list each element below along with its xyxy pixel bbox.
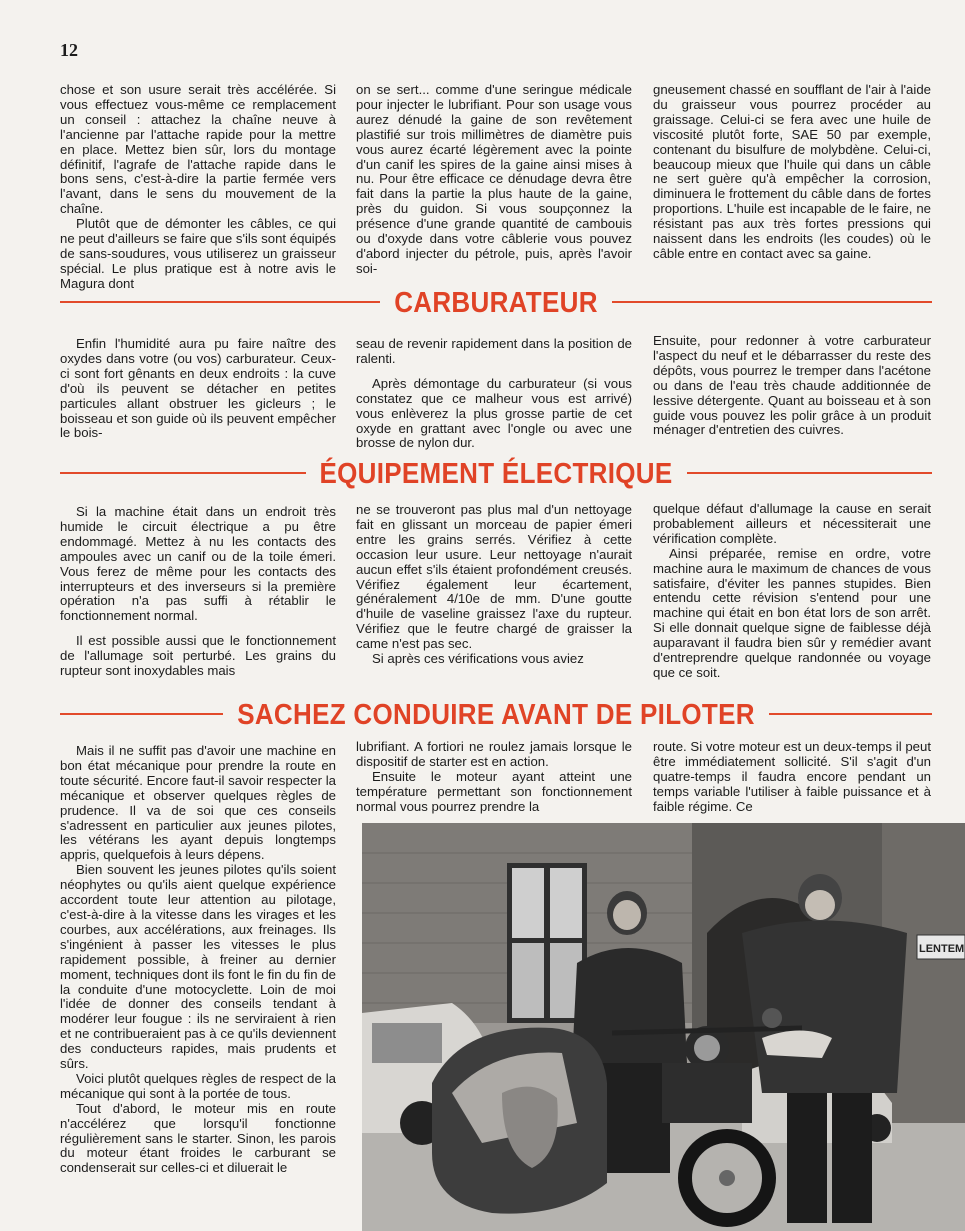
section3-col2: [356, 503, 632, 667]
paragraph: quelque défaut d'allumage la cause en serait probablement ailleurs et nécessiterait une vérification complète.: [653, 501, 931, 546]
section4-col2: [356, 740, 632, 815]
paragraph: Si après ces vérifications vous aviez: [372, 651, 584, 667]
paragraph: seau de revenir rapidement dans la position de ralenti.: [356, 336, 632, 366]
paragraph: chose et son usure serait très accélérée. Si vous effectuez vous-même ce remplacement un conseil : attachez la chaîne neuve à l'ancienne par l'attache rapide pour la mettre en place. Mettez bien sûr, lors du montage définitif, l'agrafe de l'attache rapide dans le bons sens, c'est-à-dire la partie fermée vers l'avant, dans le sens du mouvement de la chaîne.: [60, 82, 336, 217]
section3-col3: [653, 502, 931, 681]
paragraph: lubrifiant. A fortiori ne roulez jamais lorsque le dispositif de starter est en action.: [356, 739, 632, 769]
paragraph: gneusement chassé en soufflant de l'air à l'aide du graisseur vous pourrez procéder au graissage. Celui-ci se fera avec une huile de viscosité plutôt forte, SAE 50 par exemple, contenant du bisulfure de molybdène. Celui-ci, beaucoup mieux que l'huile qui dans un câble ne sert guère qu'à empêcher la corrosion, diminuera le frottement du câble dans de fortes proportions. L'huile est incapable de le faire, ne résistant pas aux très fortes pressions qui naissent dans les endroits (les coudes) où le câble entre en contact avec sa gaine.: [653, 82, 931, 261]
heading-rule-left: [60, 301, 380, 303]
paragraph: route. Si votre moteur est un deux-temps il peut être immédiatement sollicité. S'il s'agit d'un quatre-temps il faudra encore pendant un temps variable l'utiliser à faible puissance et à faible régime. Ce: [653, 739, 931, 814]
heading-rule-left: [60, 472, 306, 474]
section-title: CARBURATEUR: [394, 284, 598, 319]
paragraph: Ensuite, pour redonner à votre carburateur l'aspect du neuf et le débarrasser du reste des dépôts, vous pourrez le tremper dans l'acétone ou dans de l'eau très chaude additionnée de lessive détergente. Quant au boisseau et à son guide vous pouvez les polir grâce à un produit ménager d'entretien des cuivres.: [653, 333, 931, 438]
section1-col1: [60, 83, 336, 292]
paragraph: Tout d'abord, le moteur mis en route n'accélérez que lorsqu'il fonctionne régulièrement sans le starter. Sinon, les parois du moteur étant froides le carburant se condenserait sur celles-ci et diluerait le: [60, 1100, 336, 1176]
motorcycle-sidecar-photo: [362, 823, 965, 1231]
section2-col2: [356, 337, 632, 451]
paragraph: Si la machine était dans un endroit très humide le circuit électrique a pu être endommagé. Mettez à nu les contacts des ampoules avec un canif ou de la toile émeri. Vous ferez de même pour les contacts des interrupteurs et des inverseurs si la première opération n'a pas suffi à rétablir le fonctionnement normal.: [60, 504, 336, 624]
paragraph: Enfin l'humidité aura pu faire naître des oxydes dans votre (ou vos) carburateur. Ceux-ci sont fort gênants en deux endroits : la cuve d'où ils peuvent se détacher en petites particules allant obstruer les gicleurs ; le boisseau et son guide où ils peuvent empêcher le bois-: [60, 336, 336, 441]
heading-rule-right: [769, 713, 932, 715]
heading-sachez-conduire: [60, 697, 932, 731]
paragraph: Ensuite le moteur ayant atteint une température permettant son fonctionnement normal vous pourrez prendre la: [356, 768, 632, 814]
section-title: SACHEZ CONDUIRE AVANT DE PILOTER: [237, 696, 755, 731]
paragraph: Mais il ne suffit pas d'avoir une machine en bon état mécanique pour prendre la route en toute sécurité. Encore faut-il savoir respecter la mécanique et observer quelques règles de prudence. Il va de soi que ces conseils s'adressent en particulier aux jeunes pilotes, les vétérans les ayant depuis longtemps appris, quelquefois à leurs dépens.: [60, 743, 336, 863]
heading-carburateur: [60, 285, 932, 319]
paragraph: Voici plutôt quelques règles de respect de la mécanique qui sont à la portée de tous.: [60, 1070, 336, 1101]
paragraph: ne se trouveront pas plus mal d'un nettoyage fait en glissant un morceau de papier émeri entre les grains serrés. Vérifiez à cette occasion leur usure. Leur nettoyage n'aurait aucun effet s'ils étaient profondément creusés. Vérifiez également leur écartement, généralement 4/10e de mm. D'une goutte d'huile de vaseline graissez l'axe du rupteur. Vérifiez que le feutre chargé de graisser la came n'est pas sec.: [356, 502, 632, 652]
paragraph: on se sert... comme d'une seringue médicale pour injecter le lubrifiant. Pour son usage vous aurez dénudé la gaine de son revêtement plastifié sur trois millimètres de diamètre puis vous aurez écarté légèrement avec la pointe d'un canif les spires de la gaine ainsi mises à nu. Pour être efficace ce dénudage devra être fait dans la partie la plus haute de la gaine, près du guidon. Si vous soupçonnez la présence d'une grande quantité de cambouis ou d'oxyde dans votre câblerie vous pouvez d'abord injecter du pétrole, puis, après l'avoir soi-: [356, 82, 632, 276]
paragraph: Après démontage du carburateur (si vous constatez que ce malheur vous est arrivé) vous enlèverez la plus grosse partie de cet oxyde en grattant avec l'ongle ou avec une brosse de nylon dur.: [356, 375, 632, 451]
heading-equipement-electrique: [60, 456, 932, 490]
section1-col2: [356, 83, 632, 277]
paragraph: Plutôt que de démonter les câbles, ce qui ne peut d'ailleurs se faire que s'ils sont équipés de sans-soudures, vous utiliserez un graisseur spécial. Le plus pratique est à notre avis le Magura dont: [60, 216, 336, 291]
section4-col3: [653, 740, 931, 815]
section4-col1: [60, 744, 336, 1176]
section-title: ÉQUIPEMENT ÉLECTRIQUE: [319, 455, 673, 490]
section1-col3: [653, 83, 931, 262]
street-sign-text: LENTEM: [919, 943, 965, 955]
heading-rule-left: [60, 713, 223, 715]
section3-col1: [60, 505, 336, 679]
heading-rule-right: [687, 472, 933, 474]
page-number: 12: [60, 40, 78, 60]
section2-col1: [60, 337, 336, 441]
heading-rule-right: [612, 301, 932, 303]
photo-illustration: [362, 823, 965, 1231]
paragraph: Ainsi préparée, remise en ordre, votre machine aura le maximum de chances de vous satisfaire, d'éviter les pannes stupides. Bien entendu cette révision s'entend pour une machine qui était en bon état lors de son arrêt. Si elle donnait quelque signe de faiblesse déjà auparavant il faudra bien sûr y remédier avant d'entreprendre quelque randonnée ou voyage que ce soit.: [653, 545, 931, 680]
section2-col3: [653, 334, 931, 438]
paragraph: Bien souvent les jeunes pilotes qu'ils soient néophytes ou qu'ils aient quelque expérience accordent toute leur attention au pilotage, c'est-à-dire à la vitesse dans les virages et les courbes, aux accélérations, aux freinages. Ils s'ingénient à passer les vitesses le plus rapidement possible, à freiner au dernier moment, techniques dont ils font le fin du fin de la conduite d'une motocyclette. Loin de moi l'idée de donner des conseils tendant à modérer leur fougue : ils ne serviraient à rien et ne contribueraient pas à ce qu'ils deviennent des conducteurs rapides, mais prudents et sûrs.: [60, 862, 336, 1072]
paragraph: Il est possible aussi que le fonctionnement de l'allumage soit perturbé. Les grains du rupteur sont inoxydables mais: [60, 633, 336, 679]
